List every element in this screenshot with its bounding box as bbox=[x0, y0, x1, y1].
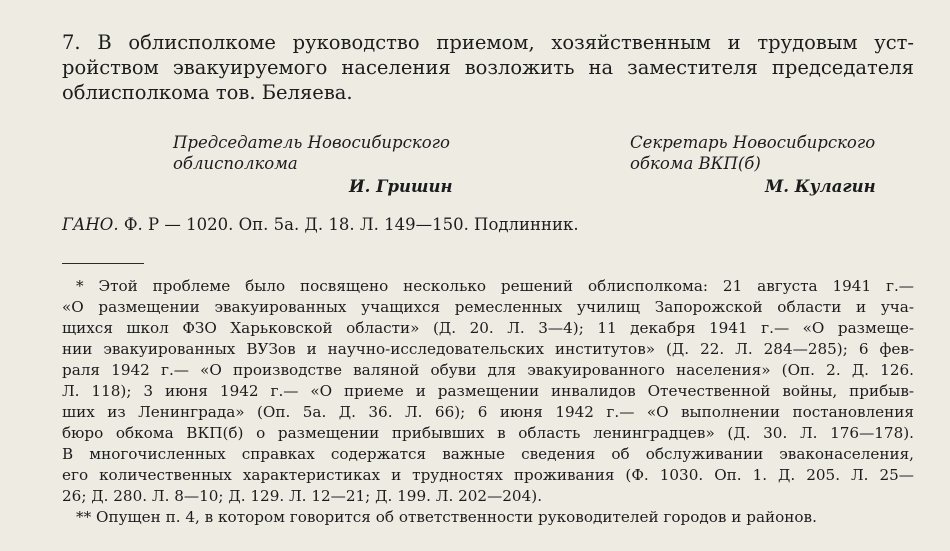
footnote-line: щихся школ ФЗО Харьковской области» (Д. 20. Л. 3—4); 11 декабря 1941 г.— «О размеще- bbox=[62, 319, 914, 337]
signature-name: М. Кулагин bbox=[765, 177, 876, 196]
footnote-line: ших из Ленинграда» (Оп. 5а. Д. 36. Л. 66); 6 июня 1942 г.— «О выполнении постановления bbox=[62, 403, 914, 421]
paragraph-7 bbox=[62, 30, 914, 105]
signature-role: обкома ВКП(б) bbox=[630, 154, 761, 173]
signature-role: Председатель Новосибирского bbox=[173, 133, 450, 152]
footnote-line: Л. 118); 3 июня 1942 г.— «О приеме и размещении инвалидов Отечественной войны, прибыв- bbox=[62, 382, 914, 400]
signature-role: Секретарь Новосибирского bbox=[630, 133, 876, 152]
signature-secretary bbox=[630, 132, 930, 197]
footnote-line: В многочисленных справках содержатся важные сведения об обслуживании эваконаселения, bbox=[62, 445, 914, 463]
paragraph-line: облисполкома тов. Беляева. bbox=[62, 81, 353, 104]
footnote-line: его количественных характеристиках и трудностях проживания (Ф. 1030. Оп. 1. Д. 205. Л. 25— bbox=[62, 466, 914, 484]
footnote-line: бюро обкома ВКП(б) о размещении прибывших в область ленинградцев» (Д. 30. Л. 176—178). bbox=[62, 424, 914, 442]
signature-chairman bbox=[173, 132, 493, 197]
footnote-2: ** Опущен п. 4, в котором говорится об ответственности руководителей городов и районов. bbox=[76, 508, 817, 526]
footnote-line: «О размещении эвакуированных учащихся ремесленных училищ Запорожской области и уча- bbox=[62, 298, 914, 316]
paragraph-line: ройством эвакуируемого населения возложить на заместителя председателя bbox=[62, 56, 914, 79]
archive-abbrev: ГАНО. bbox=[62, 215, 119, 234]
paragraph-line: 7. В облисполкоме руководство приемом, хозяйственным и трудовым уст- bbox=[62, 31, 914, 54]
footnote-line: раля 1942 г.— «О производстве валяной обуви для эвакуированного населения» (Оп. 2. Д. 126. bbox=[62, 361, 914, 379]
footnote-line: нии эвакуированных ВУЗов и научно-исследовательских институтов» (Д. 22. Л. 284—285); 6 фев- bbox=[62, 340, 914, 358]
archive-source bbox=[62, 214, 882, 236]
footnote-divider bbox=[62, 263, 144, 264]
footnote-line: 26; Д. 280. Л. 8—10; Д. 129. Л. 12—21; Д. 199. Л. 202—204). bbox=[62, 487, 543, 505]
signature-name: И. Гришин bbox=[349, 177, 453, 196]
footnote-line: * Этой проблеме было посвящено несколько решений облисполкома: 21 августа 1941 г.— bbox=[76, 277, 914, 295]
archive-reference: Ф. Р — 1020. Оп. 5а. Д. 18. Л. 149—150. Подлинник. bbox=[118, 215, 579, 234]
signature-role: облисполкома bbox=[173, 154, 298, 173]
footnotes bbox=[62, 276, 914, 528]
